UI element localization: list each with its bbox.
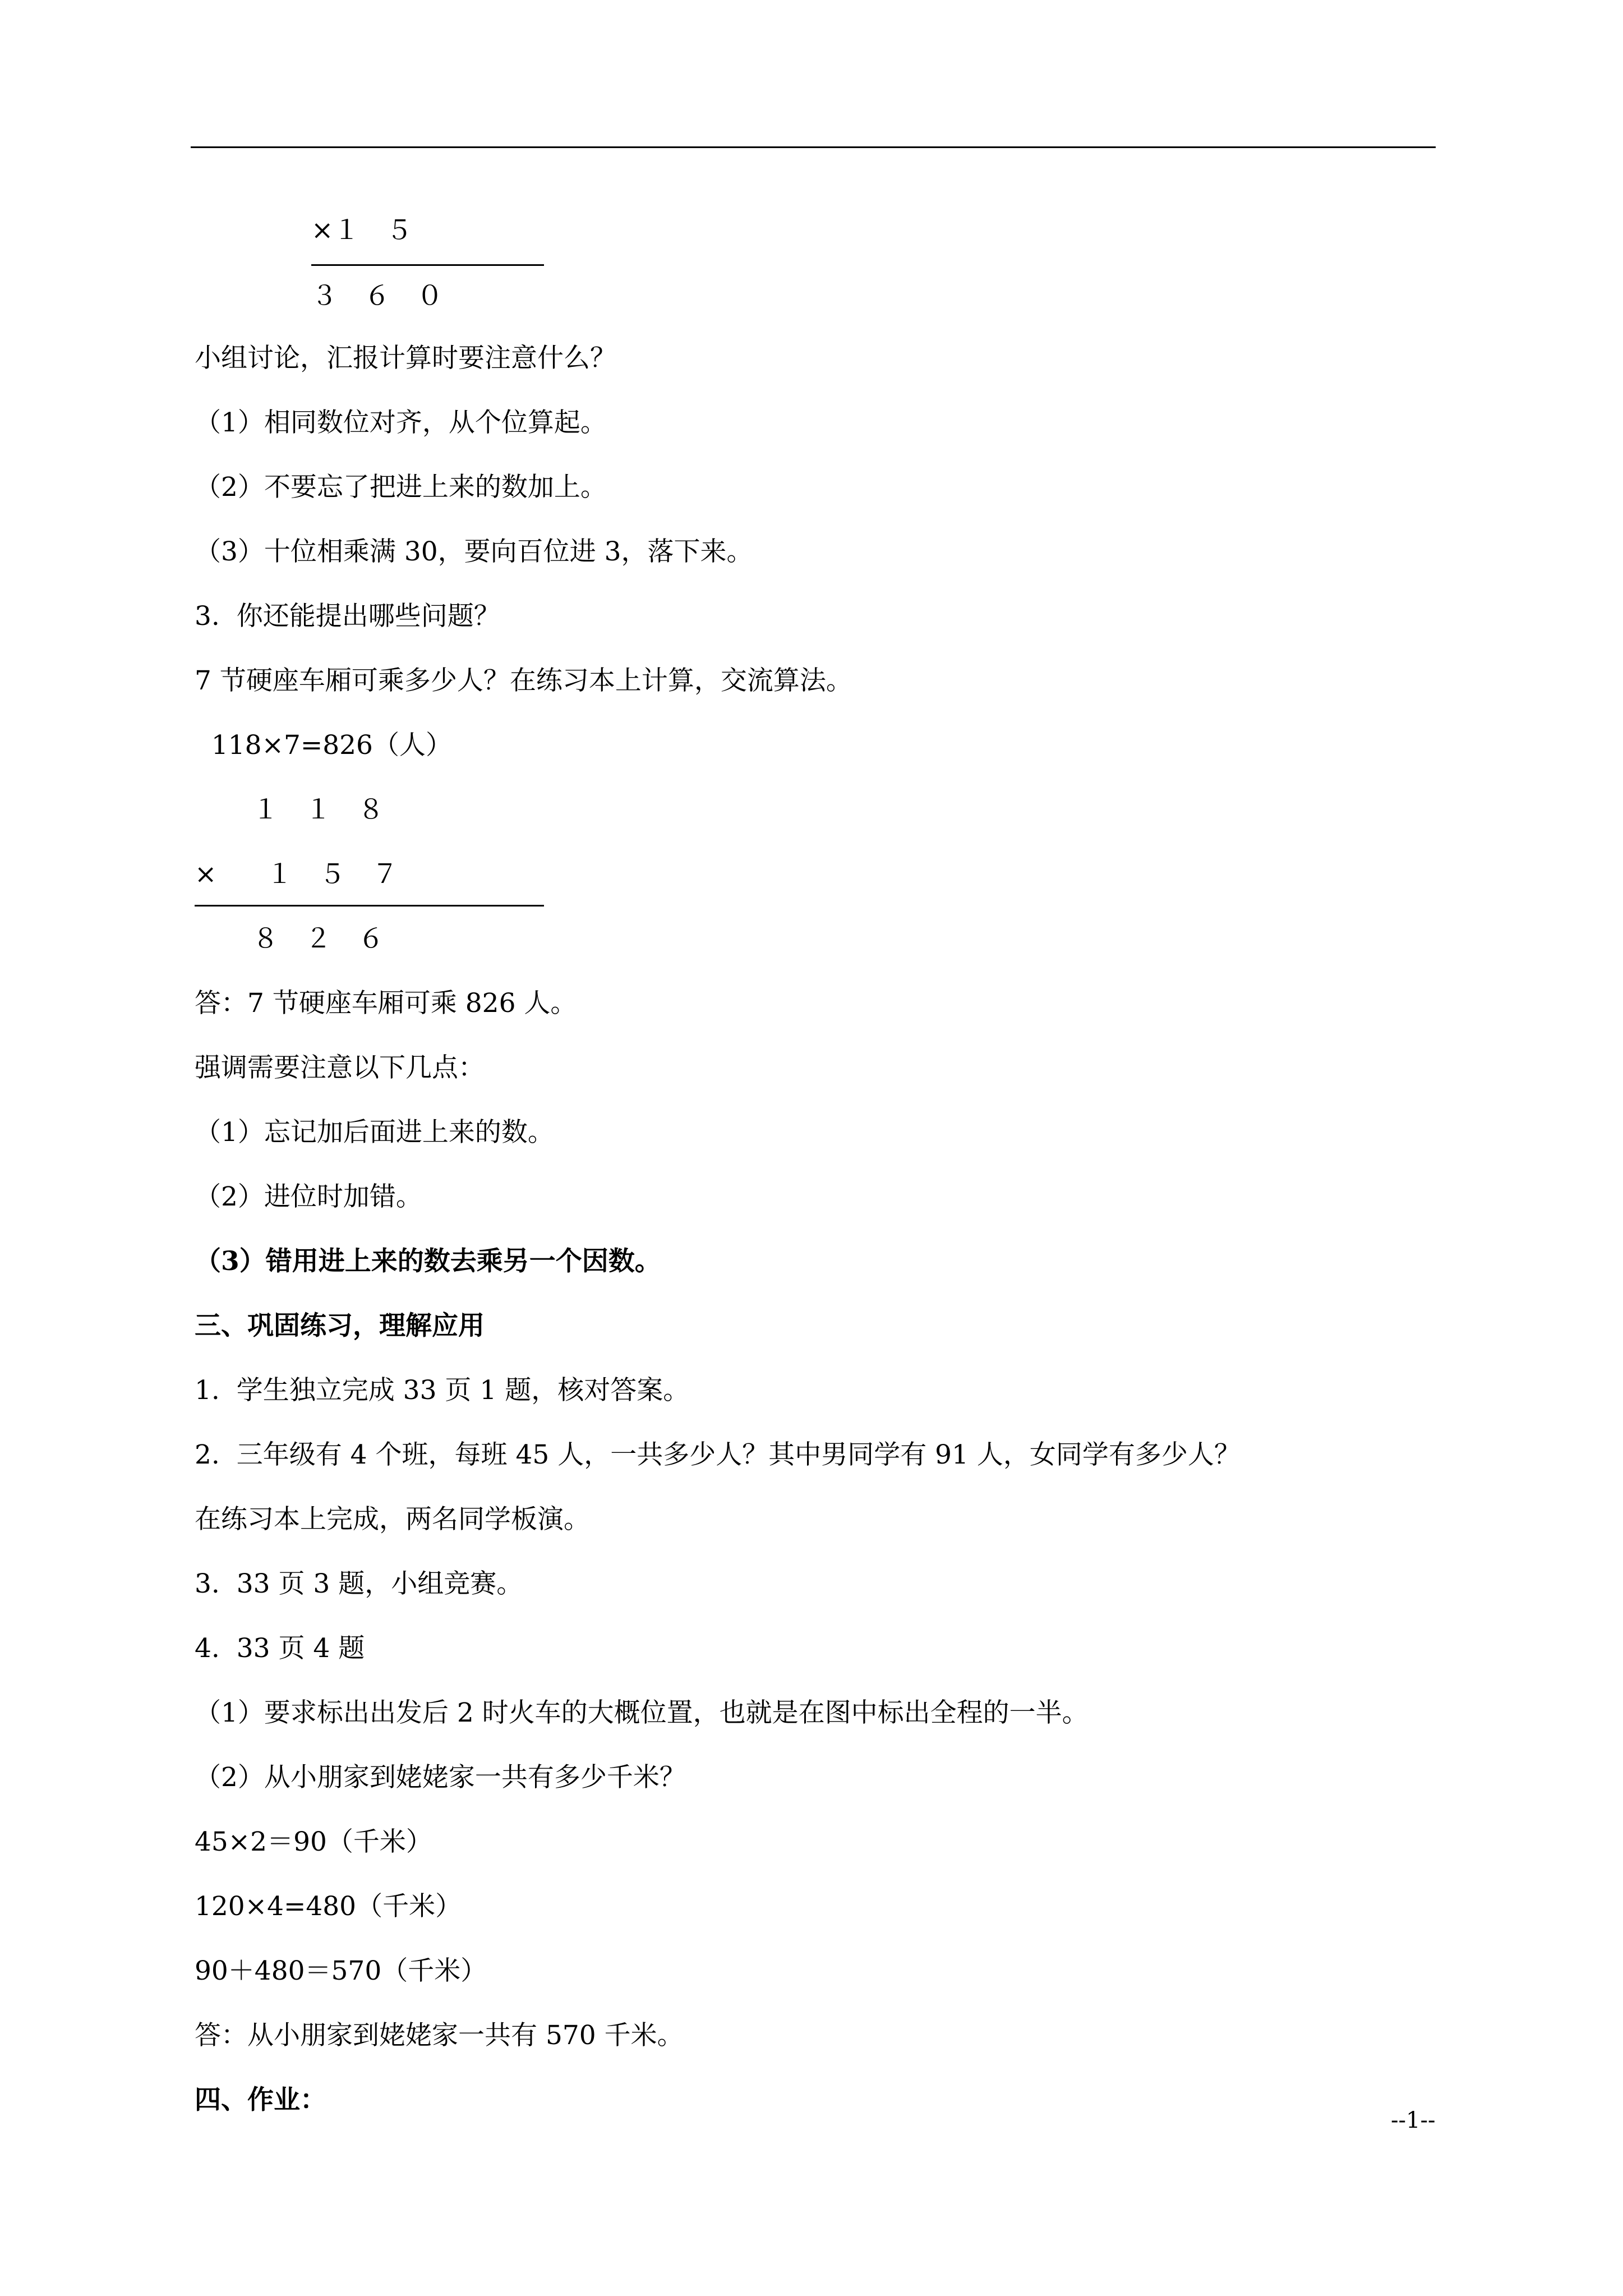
calc2-top-row: １ １ ８ (252, 794, 384, 825)
para-answer-570: 答：从小朋家到姥姥家一共有 570 千米。 (195, 2020, 684, 2051)
calc1-result-row: ３ ６ ０ (311, 280, 443, 311)
para-emphasis: 强调需要注意以下几点： (195, 1052, 485, 1083)
para-exercise-2-note: 在练习本上完成，两名同学板演。 (195, 1504, 590, 1535)
calc2-rule (195, 905, 544, 907)
para-calc-480: 120×4=480（千米） (195, 1891, 462, 1922)
para-exercise-1: 1. 学生独立完成 33 页 1 题，核对答案。 (195, 1375, 690, 1406)
page-number: --1-- (1391, 2108, 1436, 2133)
section-heading-3: 三、巩固练习，理解应用 (195, 1310, 485, 1341)
para-carriage-question: 7 节硬座车厢可乘多少人？在练习本上计算，交流算法。 (195, 665, 852, 696)
para-exercise-2: 2. 三年级有 4 个班，每班 45 人，一共多少人？其中男同学有 91 人，女同学有多少人？ (195, 1439, 1241, 1470)
para-exercise-4: 4. 33 页 4 题 (195, 1633, 365, 1664)
para-point-3: （3）十位相乘满 30，要向百位进 3，落下来。 (195, 536, 753, 567)
para-exercise-4-part-2: （2）从小朋家到姥姥家一共有多少千米？ (195, 1762, 686, 1793)
calc1-rule (311, 264, 544, 266)
header-rule (191, 146, 1436, 148)
para-point-2: （2）不要忘了把进上来的数加上。 (195, 472, 607, 503)
para-exercise-4-part-1: （1）要求标出出发后 2 时火车的大概位置，也就是在图中标出全程的一半。 (195, 1697, 1089, 1728)
para-discussion: 小组讨论，汇报计算时要注意什么？ (195, 343, 616, 374)
para-mistake-3: （3）错用进上来的数去乘另一个因数。 (195, 1246, 661, 1277)
para-point-1: （1）相同数位对齐，从个位算起。 (195, 407, 607, 438)
para-answer-826: 答：7 节硬座车厢可乘 826 人。 (195, 988, 577, 1019)
para-mistake-2: （2）进位时加错。 (195, 1181, 422, 1212)
para-exercise-3: 3. 33 页 3 题，小组竞赛。 (195, 1568, 523, 1599)
para-calc-570: 90＋480＝570（千米） (195, 1955, 487, 1986)
section-heading-4: 四、作业： (195, 2085, 326, 2115)
para-question-3: 3. 你还能提出哪些问题？ (195, 601, 500, 632)
para-calc-90: 45×2＝90（千米） (195, 1826, 432, 1857)
calc1-multiplier-row: ×１ ５ (311, 215, 413, 246)
calc2-mult-digits: １ ５ ７ (266, 859, 398, 890)
calc2-mult-sign: × (195, 859, 217, 890)
para-mistake-1: （1）忘记加后面进上来的数。 (195, 1117, 554, 1148)
para-equation: 118×7=826（人） (195, 730, 452, 761)
calc2-result-row: ８ ２ ６ (252, 923, 384, 954)
